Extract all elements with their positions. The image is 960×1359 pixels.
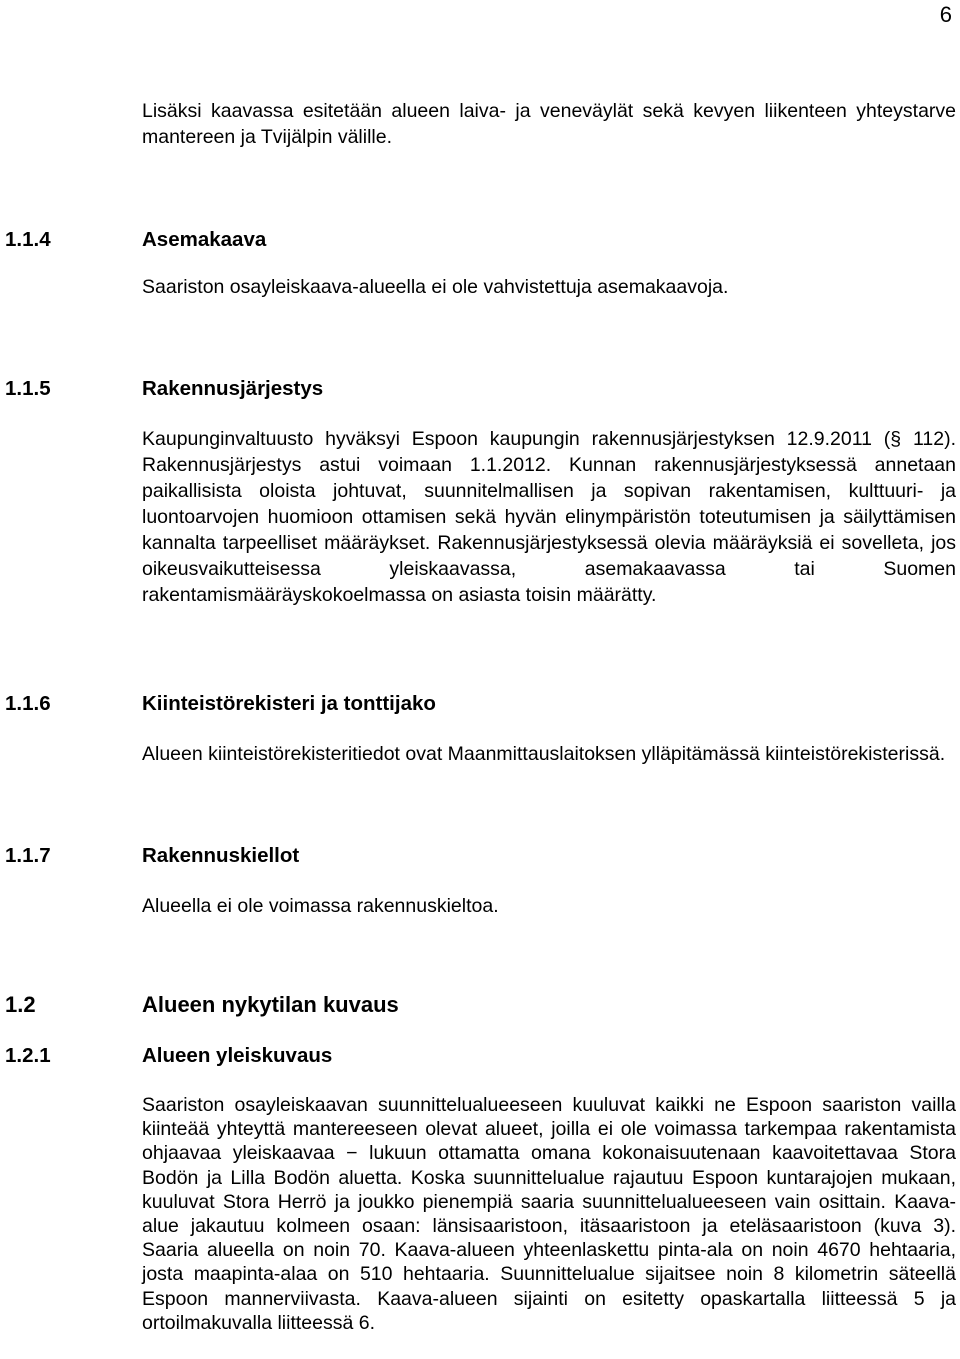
section-number: 1.2 xyxy=(5,992,36,1017)
section-title: Asemakaava xyxy=(142,228,267,251)
section-body-1-1-4: Saariston osayleiskaava-alueella ei ole vahvistettuja asemakaavoja. xyxy=(142,276,729,298)
intro-paragraph: Lisäksi kaavassa esitetään alueen laiva- ja veneväylät sekä kevyen liikenteen yhteystarve mantereen ja Tvijälpin välille. xyxy=(142,100,956,148)
section-heading-1-2 xyxy=(5,992,399,1018)
section-heading-1-2-1 xyxy=(5,1043,332,1069)
section-number: 1.1.6 xyxy=(5,692,51,715)
section-body-1-1-7: Alueella ei ole voimassa rakennuskieltoa. xyxy=(142,895,499,917)
section-heading-1-1-4 xyxy=(5,227,266,253)
section-body-1-2-1: Saariston osayleiskaavan suunnittelualueeseen kuuluvat kaikki ne Espoon saariston vailla kiinteää yhteyttä mantereeseen olevat alueet, joilla ei ole voimassa tarkempaa rakentamista ohjaavaa yleiskaavaa − lukuun ottamatta omana kokonaisuutenaan kaavoitettavaa Stora Bodön ja Lilla Bodön aluetta. Koska suunnittelualue rajautuu Espoon kuntarajojen mukaan, kuuluvat Stora Herrö ja joukko pienempiä saaria suunnittelualueeseen vain osittain. Kaava-alue jakautuu kolmeen osaan: länsisaaristoon, itäsaaristoon ja eteläsaaristoon (kuva 3). Saaria alueella on noin 70. Kaava-alueen yhteenlaskettu pinta-ala on noin 4670 hehtaaria, josta maapinta-alaa on 510 hehtaaria. Suunnittelualue sijaitsee noin 8 kilometrin säteellä Espoon mannerviivasta. Kaava-alueen sijainti on esitetty opaskartalla liitteessä 5 ja ortoilmakuvalla liitteessä 6. xyxy=(142,1094,956,1334)
section-title: Alueen nykytilan kuvaus xyxy=(142,992,399,1017)
section-heading-1-1-7 xyxy=(5,843,299,869)
section-title: Rakennusjärjestys xyxy=(142,377,324,400)
section-heading-1-1-5 xyxy=(5,376,323,402)
section-title: Alueen yleiskuvaus xyxy=(142,1044,333,1067)
page-number: 6 xyxy=(939,2,952,27)
section-number: 1.1.7 xyxy=(5,844,51,867)
section-number: 1.1.5 xyxy=(5,377,51,400)
section-number: 1.1.4 xyxy=(5,228,51,251)
section-body-1-1-6: Alueen kiinteistörekisteritiedot ovat Maanmittauslaitoksen ylläpitämässä kiinteistörekisterissä. xyxy=(142,743,946,765)
section-heading-1-1-6 xyxy=(5,691,436,717)
section-title: Rakennuskiellot xyxy=(142,844,300,867)
section-number: 1.2.1 xyxy=(5,1044,51,1067)
section-title: Kiinteistörekisteri ja tonttijako xyxy=(142,692,436,715)
section-body-1-1-5: Kaupunginvaltuusto hyväksyi Espoon kaupungin rakennusjärjestyksen 12.9.2011 (§ 112). Rakennusjärjestys astui voimaan 1.1.2012. Kunnan rakennusjärjestyksessä annetaan paikallisista oloista johtuvat, suunnitelmallisen ja sopivan rakentamisen, kulttuuri- ja luontoarvojen huomioon ottamisen sekä hyvän elinympäristön toteutumisen ja säilyttämisen kannalta tarpeelliset määräykset. Rakennusjärjestyksessä olevia määräyksiä ei sovelleta, jos oikeusvaikutteisessa yleiskaavassa, asemakaavassa tai Suomen rakentamismääräyskokoelmassa on asiasta toisin määrätty. xyxy=(142,428,956,606)
